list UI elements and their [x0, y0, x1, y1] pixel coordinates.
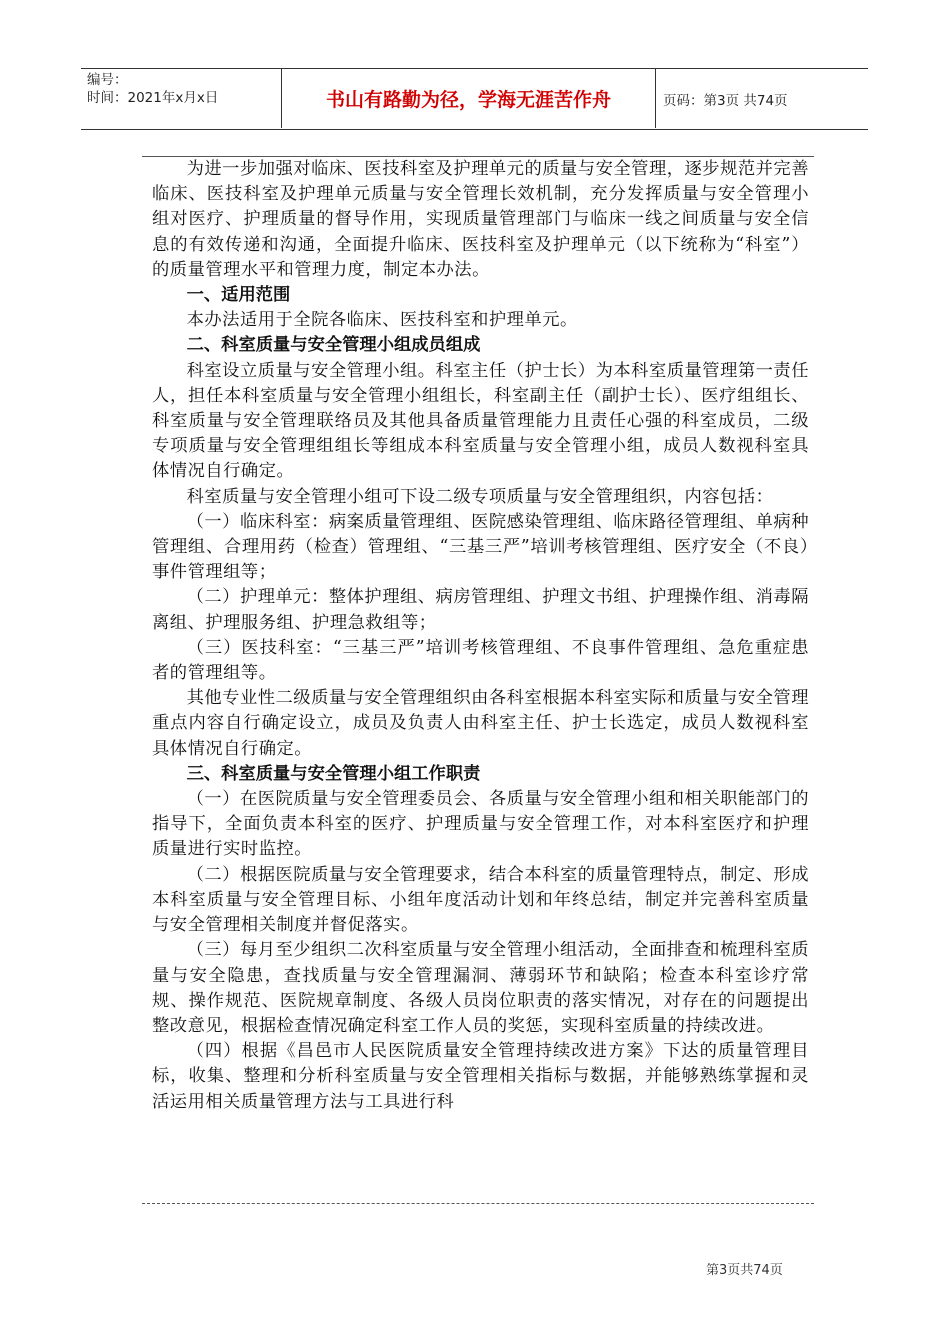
paragraph: 其他专业性二级质量与安全管理组织由各科室根据本科室实际和质量与安全管理重点内容自行确定设立，成员及负责人由科室主任、护士长选定，成员人数视科室具体情况自行确定。 — [152, 688, 809, 759]
header-meta — [87, 71, 218, 107]
footer-page-number: 第3页共74页 — [706, 1263, 783, 1278]
number-label: 编号： — [87, 72, 128, 88]
paragraph: （三）医技科室：“三基三严”培训考核管理组、不良事件管理组、急危重症患者的管理组等。 — [152, 637, 809, 684]
paragraph: （三）每月至少组织二次科室质量与安全管理小组活动，全面排查和梳理科室质量与安全隐患，查找质量与安全管理漏洞、薄弱环节和缺陷；检查本科室诊疗常规、操作规范、医院规章制度、各级人员岗位职责的落实情况，对存在的问题提出整改意见，根据检查情况确定科室工作人员的奖惩，实现科室质量的持续改进。 — [152, 940, 809, 1036]
paragraph: （二）护理单元：整体护理组、病房管理组、护理文书组、护理操作组、消毒隔离组、护理服务组、护理急救组等； — [152, 587, 809, 633]
paragraph: （一）在医院质量与安全管理委员会、各质量与安全管理小组和相关职能部门的指导下，全面负责本科室的医疗、护理质量与安全管理工作，对本科室医疗和护理质量进行实时监控。 — [152, 789, 809, 860]
page-header — [81, 68, 868, 130]
paragraph: （二）根据医院质量与安全管理要求，结合本科室的质量管理特点，制定、形成本科室质量与安全管理目标、小组年度活动计划和年终总结，制定并完善科室质量与安全管理相关制度并督促落实。 — [152, 864, 809, 936]
time-label: 时间：2021年x月x日 — [87, 90, 219, 106]
section-heading-2: 二、科室质量与安全管理小组成员组成 — [186, 335, 481, 356]
paragraph: 科室质量与安全管理小组可下设二级专项质量与安全管理组织，内容包括： — [186, 486, 774, 507]
bottom-dashed-rule — [142, 1203, 814, 1204]
header-motto: 书山有路勤为径，学海无涯苦作舟 — [281, 69, 656, 128]
paragraph: 本办法适用于全院各临床、医技科室和护理单元。 — [186, 310, 578, 331]
paragraph: （四）根据《昌邑市人民医院质量安全管理持续改进方案》下达的质量管理目标，收集、整理和分析科室质量与安全管理相关指标与数据，并能够熟练掌握和灵活运用相关质量管理方法与工具进行科 — [152, 1041, 809, 1112]
document-body — [152, 157, 809, 1115]
intro-paragraph: 为进一步加强对临床、医技科室及护理单元的质量与安全管理，逐步规范并完善临床、医技科室及护理单元质量与安全管理长效机制，充分发挥质量与安全管理小组对医疗、护理质量的督导作用，实现质量管理部门与临床一线之间质量与安全信息的有效传递和沟通，全面提升临床、医技科室及护理单元（以下统称为“科室”）的质量管理水平和管理力度，制定本办法。 — [152, 159, 809, 280]
paragraph: （一）临床科室：病案质量管理组、医院感染管理组、临床路径管理组、单病种管理组、合理用药（检查）管理组、“三基三严”培训考核管理组、医疗安全（不良）事件管理组等； — [152, 511, 809, 583]
header-page-info: 页码：第3页 共74页 — [663, 93, 788, 109]
paragraph: 科室设立质量与安全管理小组。科室主任（护士长）为本科室质量管理第一责任人，担任本科室质量与安全管理小组组长，科室副主任（副护士长）、医疗组组长、科室质量与安全管理联络员及其他具备质量管理能力且责任心强的科室成员，二级专项质量与安全管理组组长等组成本科室质量与安全管理小组，成员人数视科室具体情况自行确定。 — [152, 360, 809, 482]
section-heading-1: 一、适用范围 — [186, 285, 291, 306]
section-heading-3: 三、科室质量与安全管理小组工作职责 — [186, 763, 481, 784]
